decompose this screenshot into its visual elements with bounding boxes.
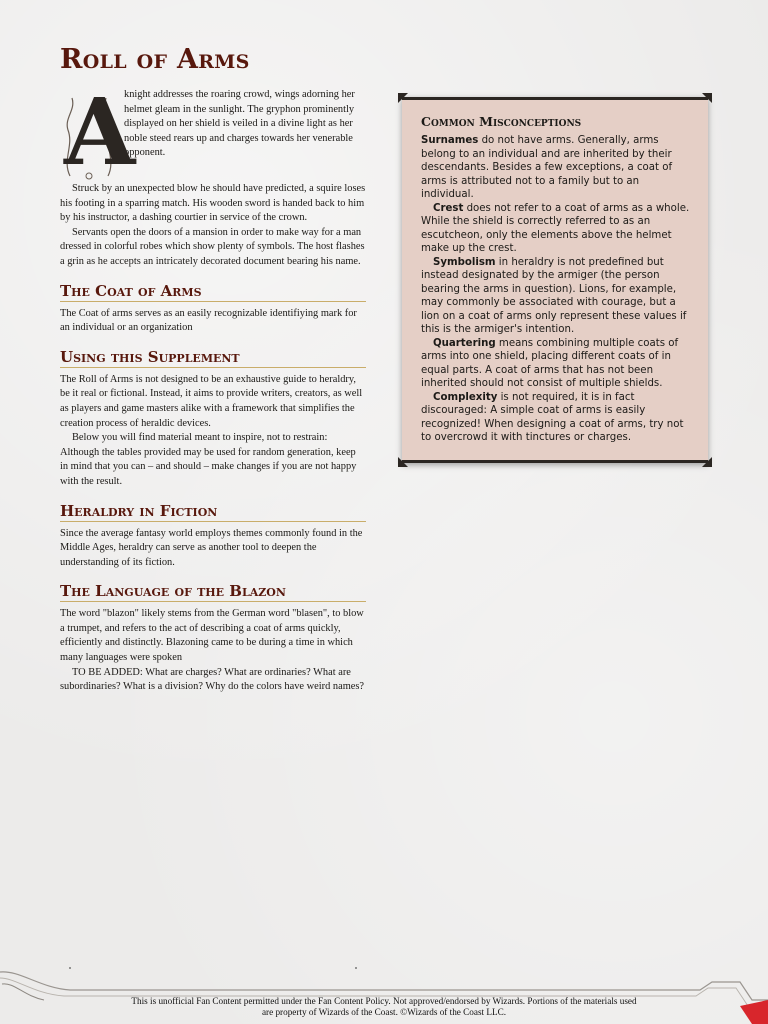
note-term: Complexity: [433, 391, 498, 403]
note-term: Quartering: [433, 337, 496, 349]
drop-cap-letter: A: [64, 78, 136, 186]
note-entry-complexity: [421, 391, 690, 445]
section-paragraph: Since the average fantasy world employs themes commonly found in the Middle Ages, heraldry can serve as another tool to deepen the understanding of its fiction.: [60, 527, 363, 568]
footer-legal-text: [0, 996, 768, 1018]
intro-paragraph-1: knight addresses the roaring crowd, wings adorning her helmet gleam in the sunlight. The gryphon prominently displayed on her shield is veiled in a divine light as her noble steed rears up and charges towards her venerable opponent.: [124, 89, 355, 159]
footer-line-1: This is unofficial Fan Content permitted under the Fan Content Policy. Not approved/endorsed by Wizards. Portions of the materials used: [131, 996, 637, 1006]
note-term: Surnames: [421, 135, 479, 146]
note-term: Crest: [433, 202, 464, 214]
section-paragraph: The word "blazon" likely stems from the German word "blasen", to blow a trumpet, and refers to the act of describing a coat of arms quickly, efficiently and distinctly. Blazoning came to be during a time in which many languages were spoken: [60, 608, 364, 664]
section-language-blazon: [60, 582, 366, 695]
section-paragraph: Below you will find material meant to inspire, not to restrain: Although the tables provided may be used for random generation, keep in mind that you can – and should – make changes if you are not happy with the result.: [60, 432, 357, 487]
section-paragraph: The Coat of arms serves as an easily recognizable identifiying mark for an individual or an organization: [60, 307, 357, 334]
section-using-supplement: [60, 348, 366, 490]
note-entry-surnames: [421, 134, 690, 202]
intro-paragraph-2: Struck by an unexpected blow he should have predicted, a squire loses his footing in a sparring match. His wooden sword is handed back to him by his instructor, a dashing courtier in service of the crown.: [60, 183, 366, 224]
note-corner-bottom-left-icon: [398, 457, 408, 467]
section-coat-of-arms: [60, 282, 366, 336]
left-column: [60, 78, 366, 695]
note-entry-symbolism: [421, 256, 690, 337]
note-title: Common Misconceptions: [421, 114, 582, 129]
note-box-misconceptions: [402, 97, 708, 463]
section-heading: The Coat of Arms: [60, 282, 366, 302]
note-corner-top-right-icon: [702, 93, 712, 103]
intro-block: [60, 78, 366, 270]
note-text: is not required, it is in fact discouraged: A simple coat of arms is easily recognized! When designing a coat of arms, try not to overcrowd it with tinctures or charges.: [421, 391, 684, 443]
note-text: does not refer to a coat of arms as a whole. While the shield is correctly referred to as an escutcheon, only the elements above the helmet make up the crest.: [421, 202, 690, 254]
footer-line-2: are property of Wizards of the Coast. ©Wizards of the Coast LLC.: [261, 1007, 507, 1017]
page-title: Roll of Arms: [60, 44, 250, 75]
section-heading: Heraldry in Fiction: [60, 502, 366, 522]
note-corner-bottom-right-icon: [702, 457, 712, 467]
section-paragraph: TO BE ADDED: What are charges? What are ordinaries? What are subordinaries? What is a division? Why do the colors have weird names?: [60, 666, 365, 693]
note-text: means combining multiple coats of arms into one shield, placing different coats of in equal parts. A coat of arms that has not been inherited should not consist of multiple shields.: [421, 337, 679, 389]
section-paragraph: The Roll of Arms is not designed to be an exhaustive guide to heraldry, be it real or fictional. Instead, it aims to provide writers, creators, as well as players and game masters alike with a framework that simplifies the creation process of heraldic devices.: [60, 373, 363, 429]
note-text: in heraldry is not predefined but instead designated by the armiger (the person bearing the arms in question). Lions, for example, may commonly be associated with courage, but a lion on a coat of arms only represent these values if this is the armiger's intention.: [421, 256, 687, 335]
section-heading: Using this Supplement: [60, 348, 366, 368]
note-corner-top-left-icon: [398, 93, 408, 103]
note-entry-quartering: [421, 337, 690, 391]
section-heading: The Language of the Blazon: [60, 582, 366, 602]
drop-cap: [60, 78, 136, 186]
note-term: Symbolism: [433, 256, 496, 268]
section-heraldry-fiction: [60, 502, 366, 571]
intro-paragraph-3: Servants open the doors of a mansion in order to make way for a man dressed in colorful robes which show plenty of symbols. The host flashes a grin as he accepts an intricately decorated document bearing his name.: [60, 226, 365, 267]
note-text: do not have arms. Generally, arms belong to an individual and are inherited by their descendants. Besides a few exceptions, a coat of arms is attributed not to a family but to an individual.: [421, 135, 673, 200]
note-entry-crest: [421, 202, 690, 256]
